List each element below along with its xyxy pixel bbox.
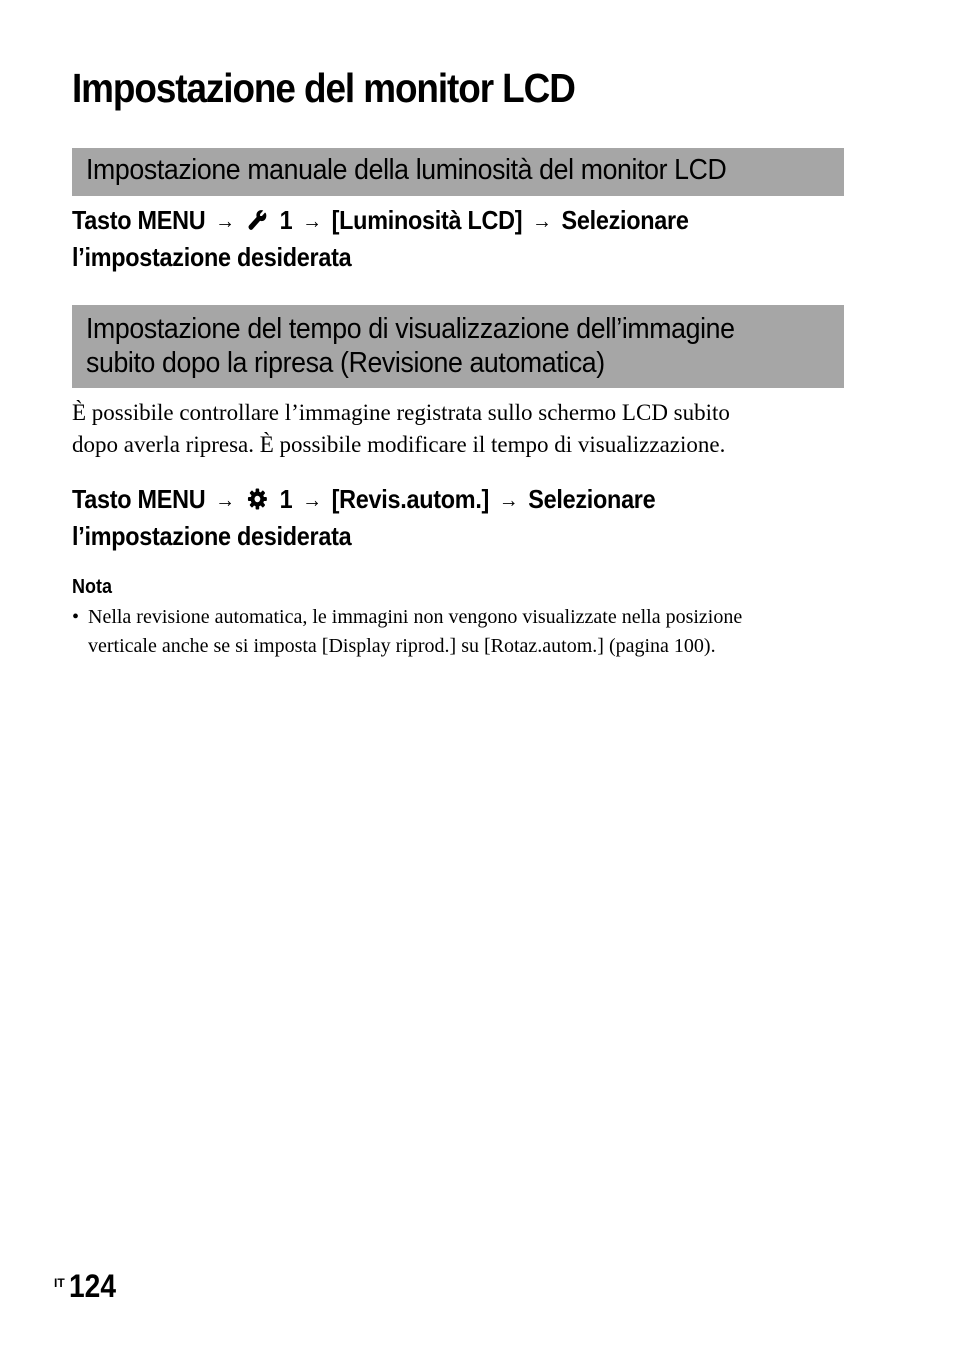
menu-item-lcd-brightness: [Luminosità LCD] <box>331 205 523 235</box>
note-line-2: verticale anche se si imposta [Display riprod.] su [Rotaz.autom.] (pagina 100). <box>88 635 716 657</box>
instruction-action: Selezionare <box>561 205 689 235</box>
instruction-action: Selezionare <box>528 484 656 514</box>
body-line-1: È possibile controllare l’immagine registrata sullo schermo LCD subito <box>72 400 730 425</box>
section-heading-line-1: Impostazione del tempo di visualizzazione dell’immagine <box>86 313 735 345</box>
body-paragraph <box>72 397 862 461</box>
note-item <box>72 603 862 661</box>
bullet-icon: • <box>72 606 80 628</box>
menu-tab-number: 1 <box>279 484 293 514</box>
section-heading-line-2: subito dopo la ripresa (Revisione automatica) <box>86 347 605 379</box>
arrow-right-icon: → <box>215 487 235 512</box>
instruction-line-1 <box>72 202 774 239</box>
wrench-icon <box>246 208 268 232</box>
menu-tab-number: 1 <box>279 205 293 235</box>
instruction-line-1 <box>72 481 774 518</box>
instruction-lcd-brightness <box>72 202 852 275</box>
section-heading-text: Impostazione manuale della luminosità del monitor LCD <box>86 154 727 186</box>
gear-icon <box>246 487 268 511</box>
arrow-right-icon: → <box>302 208 322 233</box>
instruction-line-2: l’impostazione desiderata <box>72 242 352 272</box>
instruction-line-2: l’impostazione desiderata <box>72 521 352 551</box>
arrow-right-icon: → <box>532 208 552 233</box>
arrow-right-icon: → <box>215 208 235 233</box>
page-title: Impostazione del monitor LCD <box>72 65 575 111</box>
page-number: 124 <box>69 1268 116 1304</box>
language-code: IT <box>54 1276 65 1290</box>
menu-item-auto-review: [Revis.autom.] <box>331 484 490 514</box>
arrow-right-icon: → <box>498 487 519 512</box>
arrow-right-icon: → <box>302 487 322 512</box>
menu-key-label: Tasto MENU <box>72 484 206 514</box>
instruction-auto-review <box>72 481 852 554</box>
note-title: Nota <box>72 576 113 598</box>
section-heading-lcd-brightness <box>72 148 844 196</box>
section-heading-auto-review <box>72 305 844 388</box>
body-line-2: dopo averla ripresa. È possibile modificare il tempo di visualizzazione. <box>72 432 726 457</box>
menu-key-label: Tasto MENU <box>72 205 206 235</box>
note-line-1: Nella revisione automatica, le immagini non vengono visualizzate nella posizione <box>88 606 743 628</box>
